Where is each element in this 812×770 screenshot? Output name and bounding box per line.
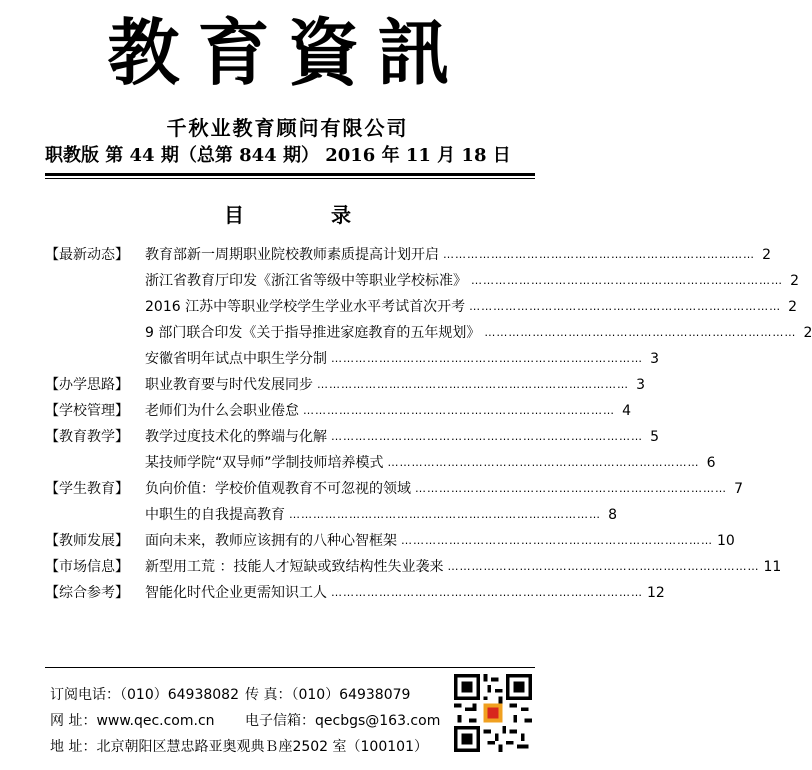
- toc-page-number: 8: [608, 507, 617, 523]
- toc-leader-dots: ……………………………………………………………………: [484, 326, 797, 339]
- toc-entry[interactable]: [45, 268, 799, 294]
- website[interactable]: 网 址：www.qec.com.cn: [50, 713, 215, 729]
- header-rule-thin: [45, 178, 535, 179]
- toc-page-number: 10: [717, 533, 735, 549]
- toc-title: 新型用工荒 ：技能人才短缺或致结构性失业袭来: [145, 559, 444, 575]
- header-rule-thick: [45, 173, 535, 176]
- toc-leader-dots: ……………………………………………………………………: [387, 456, 700, 469]
- toc-title: 2016 江苏中等职业学校学生学业水平考试首次开考: [145, 299, 466, 315]
- footer-divider: [45, 667, 535, 668]
- toc-title: 老师们为什么会职业倦怠: [145, 403, 299, 419]
- toc-leader-dots: ……………………………………………………………………: [289, 508, 601, 521]
- toc-leader-dots: ……………………………………………………………………: [317, 378, 629, 391]
- toc-page-number: 2: [762, 247, 771, 263]
- company-name: 千秋业教育顾问有限公司: [166, 116, 409, 140]
- toc-category: 【学校管理】: [45, 403, 129, 419]
- toc-page-number: 4: [622, 403, 631, 419]
- toc-entry[interactable]: [45, 554, 782, 580]
- toc-category: [45, 294, 145, 320]
- toc-leader-dots: ……………………………………………………………………: [331, 352, 643, 365]
- toc-title: 教育部新一周期职业院校教师素质提高计划开启: [145, 247, 439, 263]
- toc-page-number: 5: [650, 429, 659, 445]
- toc-category: 【教师发展】: [45, 533, 129, 549]
- toc-category: 【综合参考】: [45, 585, 129, 601]
- masthead-title: 教育資訊: [107, 10, 468, 95]
- toc-page-number: 6: [706, 455, 716, 471]
- toc-leader-dots: ……………………………………………………………………: [447, 560, 760, 573]
- toc-entry[interactable]: [45, 450, 716, 476]
- toc-title: 安徽省明年试点中职生学分制: [145, 351, 327, 367]
- toc-title: 某技师学院“双导师”学制技师培养模式: [145, 455, 384, 471]
- toc-category: 【市场信息】: [45, 559, 129, 575]
- toc-leader-dots: ……………………………………………………………………: [469, 300, 782, 313]
- toc-title: 浙江省教育厅印发《浙江省等级中等职业学校标准》: [145, 273, 467, 289]
- toc-leader-dots: ……………………………………………………………………: [443, 248, 755, 261]
- toc-page-number: 7: [734, 481, 743, 497]
- toc-page-number: 2: [788, 299, 798, 315]
- toc-entry[interactable]: [45, 580, 665, 606]
- toc-page-number: 12: [647, 585, 665, 601]
- toc-title: 智能化时代企业更需知识工人: [145, 585, 327, 601]
- toc-entry[interactable]: [45, 372, 645, 398]
- toc-entry[interactable]: [45, 320, 812, 346]
- toc-category: 【教育教学】: [45, 429, 129, 445]
- toc-heading: 目 录: [224, 203, 391, 227]
- toc-page-number: 3: [650, 351, 659, 367]
- toc-entry[interactable]: [45, 476, 743, 502]
- toc-title: 职业教育要与时代发展同步: [145, 377, 313, 393]
- toc-title: 负向价值：学校价值观教育不可忽视的领域: [145, 481, 411, 497]
- toc-entry[interactable]: [45, 242, 771, 268]
- subscription-phone: 订阅电话：（010）64938082: [50, 687, 239, 703]
- toc-category: 【最新动态】: [45, 247, 129, 263]
- toc-title: 面向未来，教师应该拥有的八种心智框架: [145, 533, 397, 549]
- qr-code-icon: [454, 674, 532, 752]
- toc-entry[interactable]: [45, 346, 659, 372]
- toc-category: 【学生教育】: [45, 481, 129, 497]
- toc-category: [45, 320, 145, 346]
- toc-page-number: 2: [790, 273, 799, 289]
- toc-category: [45, 502, 145, 528]
- issue-line: 职教版 第 44 期（总第 844 期） 2016 年 11 月 18 日: [45, 145, 511, 166]
- toc-leader-dots: ……………………………………………………………………: [331, 430, 643, 443]
- toc-leader-dots: ……………………………………………………………………: [303, 404, 615, 417]
- toc-category: 【办学思路】: [45, 377, 129, 393]
- toc-entry[interactable]: [45, 398, 631, 424]
- table-of-contents: [45, 242, 812, 606]
- toc-leader-dots: ……………………………………………………………………: [471, 274, 783, 287]
- toc-page-number: 2: [803, 325, 812, 341]
- toc-category: [45, 450, 145, 476]
- toc-entry[interactable]: [45, 502, 617, 528]
- toc-leader-dots: ……………………………………………………………………: [331, 586, 643, 599]
- toc-leader-dots: ……………………………………………………………………: [415, 482, 727, 495]
- toc-category: [45, 346, 145, 372]
- toc-entry[interactable]: [45, 424, 659, 450]
- toc-title: 中职生的自我提高教育: [145, 507, 285, 523]
- fax-number: 传 真：（010）64938079: [245, 687, 411, 703]
- toc-page-number: 3: [636, 377, 645, 393]
- toc-leader-dots: ……………………………………………………………………: [401, 534, 713, 547]
- toc-entry[interactable]: [45, 294, 798, 320]
- toc-title: 9 部门联合印发《关于指导推进家庭教育的五年规划》: [145, 325, 481, 341]
- toc-category: [45, 268, 145, 294]
- toc-entry[interactable]: [45, 528, 735, 554]
- toc-page-number: 11: [763, 559, 782, 575]
- email[interactable]: 电子信箱：qecbgs@163.com: [245, 713, 441, 729]
- toc-title: 教学过度技术化的弊端与化解: [145, 429, 327, 445]
- address: 地 址：北京朝阳区慧忠路亚奥观典Ｂ座2502 室（100101）: [50, 739, 428, 755]
